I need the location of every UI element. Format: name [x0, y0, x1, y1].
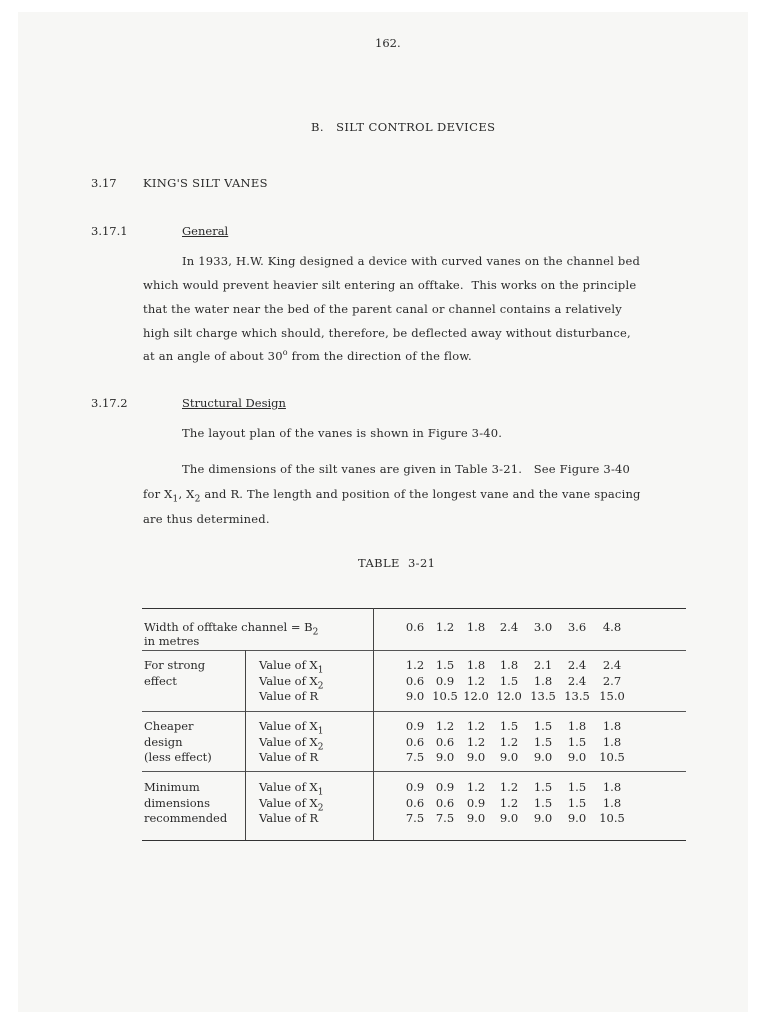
section-number: 3.17	[91, 176, 117, 190]
table-cell: 0.6	[405, 795, 425, 810]
table-cell: 0.9	[405, 780, 425, 794]
design-text-line-3	[143, 487, 641, 504]
general-text-line-5-b: from the direction of the flow.	[287, 348, 472, 363]
table-cell: 2.4	[567, 658, 587, 672]
param-label-text: Value of X	[259, 658, 318, 672]
table-cell: 1.2	[499, 780, 519, 794]
table-cell: 1.5	[567, 780, 587, 794]
degree-superscript: o	[282, 348, 288, 357]
table-cell: 1.8	[499, 658, 519, 672]
table-cell: 2.4	[567, 673, 587, 688]
table-cell: 1.5	[435, 658, 455, 672]
x1-subscript: 1	[172, 494, 179, 505]
param-subscript: 2	[317, 802, 324, 813]
table-bottom-rule	[142, 840, 686, 841]
table-cell: 1.8	[602, 734, 622, 749]
table-cell: 7.5	[405, 750, 425, 764]
param-label-text: Value of X	[259, 719, 318, 733]
table-cell: 0.6	[435, 795, 455, 810]
general-text-line-4: high silt charge which should, therefore, be deflected away without disturbance,	[143, 326, 631, 340]
table-cell: 9.0	[567, 750, 587, 764]
param-label	[259, 750, 318, 764]
design-text-line-3-b: , X	[178, 487, 195, 501]
param-subscript: 1	[317, 665, 324, 676]
table-cell: 0.9	[435, 780, 455, 794]
general-text-line-1: In 1933, H.W. King designed a device with curved vanes on the channel bed	[182, 254, 641, 268]
table-cell: 1.5	[533, 795, 553, 810]
table-group-rule-1	[142, 711, 686, 712]
table-cell: 1.5	[533, 734, 553, 749]
param-subscript: 2	[317, 680, 324, 691]
table-cell: 2.7	[602, 673, 622, 688]
table-cell: 9.0	[466, 811, 486, 825]
subsection-number-1: 3.17.1	[91, 224, 128, 238]
group-label: dimensions	[144, 795, 210, 810]
table-cell: 13.5	[564, 689, 590, 703]
param-subscript: 1	[317, 787, 324, 798]
param-label-text: Value of X	[259, 780, 318, 794]
param-label-text: Value of X	[259, 673, 318, 688]
general-text-line-5	[143, 348, 472, 363]
param-label-text: Value of X	[259, 734, 318, 749]
table-cell: 7.5	[405, 811, 425, 825]
table-cell: 1.8	[602, 780, 622, 794]
table-cell: 1.5	[567, 734, 587, 749]
table-cell: 1.5	[533, 719, 553, 733]
table-cell: 15.0	[599, 689, 625, 703]
table-cell: 12.0	[496, 689, 522, 703]
table-cell: 0.6	[435, 734, 455, 749]
header-width-label-text: Width of offtake channel = B	[144, 620, 313, 634]
table-cell: 10.5	[599, 750, 625, 764]
general-text-line-5-a: at an angle of about 30	[143, 348, 283, 363]
table-cell: 9.0	[466, 750, 486, 764]
param-label-text: Value of X	[259, 795, 318, 810]
table-cell: 9.0	[533, 750, 553, 764]
table-cell: 1.8	[602, 795, 622, 810]
table-cell: 1.8	[567, 719, 587, 733]
section-heading: B. SILT CONTROL DEVICES	[311, 120, 496, 134]
param-label-text: Value of R	[259, 689, 319, 703]
x2-subscript: 2	[194, 494, 201, 505]
width-value: 1.8	[466, 620, 486, 634]
design-text-line-1: The layout plan of the vanes is shown in Figure 3-40.	[182, 426, 503, 440]
table-cell: 9.0	[533, 811, 553, 825]
table-cell: 1.8	[466, 658, 486, 672]
group-label: design	[144, 734, 183, 749]
subsection-title-structural-design: Structural Design	[182, 396, 286, 410]
table-cell: 1.5	[499, 673, 519, 688]
general-text-line-3: that the water near the bed of the parent canal or channel contains a relatively	[143, 302, 622, 316]
table-cell: 1.5	[567, 795, 587, 810]
design-text-line-3-c: and R. The length and position of the longest vane and the vane spacing	[200, 487, 641, 501]
table-cell: 1.2	[405, 658, 425, 672]
table-cell: 9.0	[567, 811, 587, 825]
table-cell: 10.5	[599, 811, 625, 825]
table-cell: 1.5	[499, 719, 519, 733]
general-text-line-2: which would prevent heavier silt entering an offtake. This works on the principle	[143, 278, 637, 292]
table-divider-values	[373, 608, 374, 840]
width-value: 0.6	[405, 620, 425, 634]
table-cell: 0.6	[405, 673, 425, 688]
group-label: effect	[144, 673, 177, 688]
width-value: 2.4	[499, 620, 519, 634]
width-value: 3.6	[567, 620, 587, 634]
design-text-line-4: are thus determined.	[143, 512, 270, 526]
table-cell: 0.9	[466, 795, 486, 810]
design-text-line-3-a: for X	[143, 487, 173, 501]
b2-subscript: 2	[312, 627, 319, 638]
table-cell: 1.8	[533, 673, 553, 688]
table-cell: 1.2	[466, 673, 486, 688]
table-cell: 1.2	[466, 719, 486, 733]
param-label-text: Value of R	[259, 811, 319, 825]
table-cell: 7.5	[435, 811, 455, 825]
width-value: 4.8	[602, 620, 622, 634]
table-cell: 13.5	[530, 689, 556, 703]
table-cell: 1.2	[466, 734, 486, 749]
table-cell: 1.8	[602, 719, 622, 733]
group-label: Cheaper	[144, 719, 194, 733]
width-value: 1.2	[435, 620, 455, 634]
group-label: (less effect)	[144, 750, 212, 764]
table-cell: 12.0	[463, 689, 489, 703]
table-cell: 1.5	[533, 780, 553, 794]
group-label: For strong	[144, 658, 206, 672]
document-page	[18, 12, 748, 1012]
table-cell: 9.0	[499, 811, 519, 825]
table-cell: 9.0	[499, 750, 519, 764]
table-cell: 0.6	[405, 734, 425, 749]
table-cell: 1.2	[435, 719, 455, 733]
table-header-rule	[142, 650, 686, 651]
table-divider-params	[245, 650, 246, 840]
table-cell: 9.0	[405, 689, 425, 703]
param-subscript: 2	[317, 741, 324, 752]
table-cell: 0.9	[405, 719, 425, 733]
group-label: Minimum	[144, 780, 200, 794]
param-label-text: Value of R	[259, 750, 319, 764]
param-label	[259, 689, 318, 703]
table-top-rule	[142, 608, 686, 609]
table-cell: 9.0	[435, 750, 455, 764]
design-text-line-2: The dimensions of the silt vanes are given in Table 3-21. See Figure 3-40	[182, 462, 631, 476]
param-label	[259, 811, 318, 825]
param-subscript: 1	[317, 726, 324, 737]
width-value: 3.0	[533, 620, 553, 634]
subsection-title-general: General	[182, 224, 229, 238]
group-label: recommended	[144, 811, 228, 825]
table-cell: 2.4	[602, 658, 622, 672]
table-cell: 1.2	[499, 734, 519, 749]
table-cell: 2.1	[533, 658, 553, 672]
subsection-number-2: 3.17.2	[91, 396, 128, 410]
page-number: 162.	[375, 36, 401, 50]
table-group-rule-2	[142, 771, 686, 772]
table-caption: TABLE 3-21	[358, 556, 436, 570]
table-cell: 10.5	[432, 689, 458, 703]
header-width-unit: in metres	[144, 634, 200, 648]
table-cell: 0.9	[435, 673, 455, 688]
table-cell: 1.2	[466, 780, 486, 794]
section-title: KING'S SILT VANES	[143, 176, 268, 190]
table-cell: 1.2	[499, 795, 519, 810]
